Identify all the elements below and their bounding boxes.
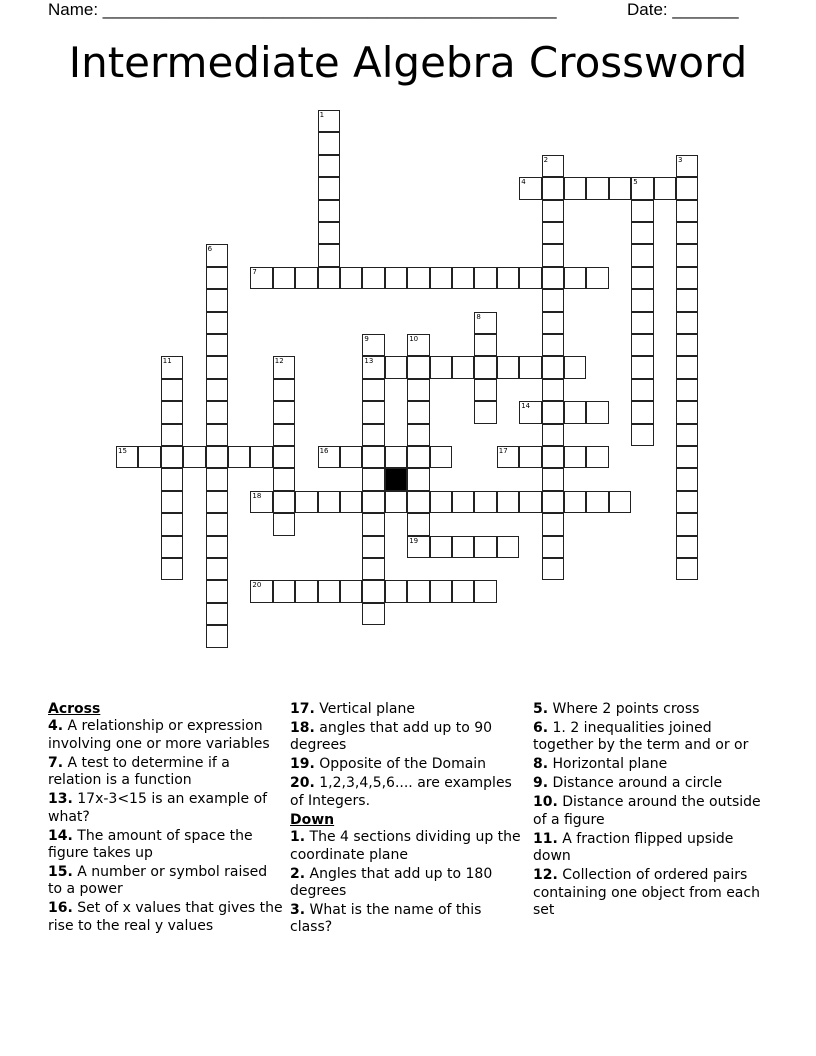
grid-cell[interactable]: [474, 356, 496, 378]
grid-cell[interactable]: [206, 468, 228, 490]
grid-cell[interactable]: [407, 379, 429, 401]
grid-cell[interactable]: [542, 200, 564, 222]
grid-cell[interactable]: [206, 334, 228, 356]
clue-number: 18: [252, 491, 262, 500]
grid-cell[interactable]: [206, 446, 228, 468]
grid-cell[interactable]: [407, 468, 429, 490]
grid-cell[interactable]: [654, 177, 676, 199]
clue-item: [533, 775, 768, 792]
grid-cell[interactable]: [407, 491, 429, 513]
clue-item: [48, 718, 283, 753]
grid-cell[interactable]: [206, 356, 228, 378]
grid-cell[interactable]: [362, 379, 384, 401]
clue-number: 6: [207, 245, 213, 254]
grid-cell[interactable]: [586, 401, 608, 423]
grid-cell[interactable]: [206, 289, 228, 311]
grid-cell[interactable]: [542, 401, 564, 423]
grid-cell[interactable]: [676, 244, 698, 266]
grid-cell[interactable]: [519, 177, 541, 199]
clue-number: 20.: [290, 775, 315, 792]
clue-item: [48, 791, 283, 826]
grid-cell[interactable]: [586, 177, 608, 199]
grid-cell[interactable]: [564, 401, 586, 423]
clue-number: 11.: [533, 830, 558, 847]
grid-cell[interactable]: [474, 491, 496, 513]
grid-cell[interactable]: [542, 334, 564, 356]
clue-number: 1: [319, 111, 325, 119]
grid-cell[interactable]: [542, 356, 564, 378]
clue-item: [533, 831, 768, 866]
clue-text: angles that add up to 90 degrees: [290, 720, 493, 754]
clue-number: 7.: [48, 754, 64, 771]
clues-column-2: [290, 701, 522, 938]
clue-item: [290, 902, 522, 937]
clue-item: [533, 701, 768, 718]
grid-cell[interactable]: [161, 401, 183, 423]
grid-cell[interactable]: [273, 424, 295, 446]
grid-cell[interactable]: [430, 267, 452, 289]
grid-cell[interactable]: [318, 580, 340, 602]
grid-cell[interactable]: [340, 580, 362, 602]
grid-cell[interactable]: [631, 379, 653, 401]
grid-cell[interactable]: [542, 222, 564, 244]
grid-cell[interactable]: [385, 580, 407, 602]
grid-cell[interactable]: [362, 580, 384, 602]
clue-text: Where 2 points cross: [552, 701, 700, 717]
grid-cell[interactable]: [586, 491, 608, 513]
grid-cell[interactable]: [542, 558, 564, 580]
grid-cell[interactable]: [273, 580, 295, 602]
grid-cell[interactable]: [564, 491, 586, 513]
grid-cell[interactable]: [161, 379, 183, 401]
clue-number: 3.: [290, 902, 306, 919]
grid-cell[interactable]: [631, 244, 653, 266]
clue-number: 15.: [48, 864, 73, 881]
grid-cell[interactable]: [474, 379, 496, 401]
clue-number: 10: [409, 335, 419, 343]
grid-cell[interactable]: [407, 446, 429, 468]
clue-number: 1.: [290, 829, 306, 846]
grid-cell[interactable]: [362, 267, 384, 289]
clue-number: 12.: [533, 867, 558, 884]
clue-item: [48, 755, 283, 790]
grid-cell[interactable]: [318, 110, 340, 132]
grid-cell[interactable]: [542, 244, 564, 266]
clue-text: Opposite of the Domain: [319, 756, 487, 773]
clue-number: 5.: [533, 701, 549, 717]
grid-cell[interactable]: [452, 536, 474, 558]
clue-text: A number or symbol raised to a power: [48, 864, 268, 898]
clue-number: 7: [252, 267, 257, 276]
grid-cell[interactable]: [318, 244, 340, 266]
grid-cell[interactable]: [631, 312, 653, 334]
grid-cell[interactable]: [318, 200, 340, 222]
grid-cell[interactable]: [676, 356, 698, 378]
clue-number: 4.: [48, 718, 64, 735]
grid-cell[interactable]: [250, 446, 272, 468]
clue-item: [290, 866, 522, 901]
grid-cell[interactable]: [676, 312, 698, 334]
clue-number: 2: [543, 155, 549, 164]
grid-cell[interactable]: [407, 424, 429, 446]
grid-cell[interactable]: [542, 177, 564, 199]
clue-number: 19: [409, 536, 419, 545]
grid-cell[interactable]: [362, 401, 384, 423]
grid-cell[interactable]: [676, 513, 698, 535]
clue-number: 13.: [48, 791, 73, 808]
grid-cell[interactable]: [407, 536, 429, 558]
grid-cell[interactable]: [519, 401, 541, 423]
clue-text: What is the name of this class?: [290, 902, 482, 936]
grid-cell[interactable]: [407, 356, 429, 378]
grid-cell[interactable]: [161, 468, 183, 490]
clue-text: Collection of ordered pairs containing one object from each set: [533, 867, 760, 919]
grid-cell[interactable]: [273, 491, 295, 513]
grid-cell[interactable]: [206, 312, 228, 334]
grid-cell[interactable]: [430, 580, 452, 602]
grid-cell[interactable]: [497, 356, 519, 378]
grid-cell[interactable]: [676, 446, 698, 468]
grid-cell[interactable]: [631, 177, 653, 199]
grid-cell[interactable]: [430, 491, 452, 513]
grid-cell[interactable]: [631, 200, 653, 222]
grid-cell[interactable]: [385, 491, 407, 513]
clue-number: 4: [521, 178, 526, 187]
clue-number: 14.: [48, 827, 73, 844]
grid-cell[interactable]: [161, 513, 183, 535]
grid-cell[interactable]: [497, 446, 519, 468]
clue-item: [48, 900, 283, 935]
grid-cell[interactable]: [161, 356, 183, 378]
grid-cell[interactable]: [676, 401, 698, 423]
grid-cell[interactable]: [362, 491, 384, 513]
grid-cell[interactable]: [273, 356, 295, 378]
clue-item: [290, 756, 522, 773]
page-title: Intermediate Algebra Crossword: [68, 38, 748, 87]
grid-cell[interactable]: [542, 491, 564, 513]
grid-cell[interactable]: [676, 424, 698, 446]
clue-number: 8.: [533, 756, 549, 773]
grid-cell[interactable]: [161, 558, 183, 580]
grid-cell[interactable]: [542, 446, 564, 468]
grid-cell[interactable]: [407, 334, 429, 356]
down-heading: Down: [290, 811, 335, 828]
clue-item: [290, 701, 522, 718]
clue-number: 15: [118, 447, 127, 455]
grid-cell[interactable]: [631, 267, 653, 289]
clue-text: Horizontal plane: [552, 756, 668, 773]
grid-cell[interactable]: [542, 536, 564, 558]
grid-cell[interactable]: [362, 446, 384, 468]
grid-cell[interactable]: [676, 267, 698, 289]
grid-cell[interactable]: [631, 401, 653, 423]
grid-cell[interactable]: [452, 491, 474, 513]
grid-cell[interactable]: [318, 222, 340, 244]
grid-cell[interactable]: [586, 446, 608, 468]
grid-cell[interactable]: [676, 155, 698, 177]
clue-number: 16: [319, 447, 329, 455]
clue-number: 18.: [290, 720, 315, 736]
clue-number: 3: [678, 155, 683, 164]
grid-cell[interactable]: [542, 267, 564, 289]
clue-text: Set of x values that gives the rise to the real y values: [48, 900, 283, 934]
grid-cell[interactable]: [631, 289, 653, 311]
grid-cell[interactable]: [273, 446, 295, 468]
clue-item: [533, 867, 768, 919]
clue-number: 12: [274, 357, 284, 366]
grid-cell[interactable]: [407, 580, 429, 602]
grid-cell[interactable]: [430, 356, 452, 378]
grid-cell[interactable]: [362, 424, 384, 446]
clue-number: 9: [364, 335, 369, 343]
clue-number: 19.: [290, 756, 315, 773]
grid-cell[interactable]: [318, 491, 340, 513]
grid-cell[interactable]: [385, 356, 407, 378]
grid-cell[interactable]: [161, 491, 183, 513]
grid-cell[interactable]: [295, 491, 317, 513]
grid-cell[interactable]: [542, 289, 564, 311]
grid-cell[interactable]: [206, 625, 228, 647]
grid-cell[interactable]: [385, 267, 407, 289]
grid-cell[interactable]: [250, 491, 272, 513]
grid-cell[interactable]: [318, 177, 340, 199]
clue-text: 1. 2 inequalities joined together by the term and or or: [533, 720, 749, 754]
clue-text: Distance around the outside of a figure: [533, 794, 761, 828]
clue-text: The amount of space the figure takes up: [48, 827, 253, 862]
clue-number: 11: [162, 357, 172, 366]
grid-cell[interactable]: [340, 267, 362, 289]
grid-cell[interactable]: [273, 513, 295, 535]
grid-cell[interactable]: [318, 446, 340, 468]
name-field[interactable]: Name: ________________________________________________: [48, 0, 557, 19]
grid-cell[interactable]: [542, 379, 564, 401]
grid-cell[interactable]: [362, 334, 384, 356]
clue-item: [533, 756, 768, 773]
grid-cell[interactable]: [676, 468, 698, 490]
grid-cell[interactable]: [542, 312, 564, 334]
grid-cell[interactable]: [206, 536, 228, 558]
clue-text: A relationship or expression involving one or more variables: [48, 718, 270, 752]
clue-number: 10.: [533, 794, 558, 811]
grid-cell[interactable]: [183, 446, 205, 468]
grid-cell[interactable]: [542, 513, 564, 535]
grid-cell[interactable]: [362, 536, 384, 558]
grid-cell[interactable]: [385, 446, 407, 468]
clue-number: 6.: [533, 720, 549, 736]
clue-number: 9.: [533, 775, 549, 792]
grid-cell[interactable]: [452, 267, 474, 289]
clue-number: 14: [521, 402, 531, 411]
grid-cell[interactable]: [631, 424, 653, 446]
grid-cell[interactable]: [407, 513, 429, 535]
clue-number: 17.: [290, 701, 315, 717]
grid-cell[interactable]: [206, 267, 228, 289]
grid-cell[interactable]: [474, 334, 496, 356]
grid-cell[interactable]: [250, 580, 272, 602]
grid-cell[interactable]: [474, 401, 496, 423]
grid-cell[interactable]: [362, 558, 384, 580]
grid-cell[interactable]: [676, 200, 698, 222]
grid-cell[interactable]: [206, 491, 228, 513]
grid-cell[interactable]: [676, 558, 698, 580]
grid-cell[interactable]: [362, 513, 384, 535]
grid-cell[interactable]: [519, 491, 541, 513]
grid-cell[interactable]: [138, 446, 160, 468]
grid-cell[interactable]: [609, 491, 631, 513]
grid-cell[interactable]: [273, 267, 295, 289]
grid-cell[interactable]: [340, 446, 362, 468]
clue-text: Angles that add up to 180 degrees: [290, 865, 493, 900]
grid-cell[interactable]: [676, 222, 698, 244]
grid-cell[interactable]: [273, 401, 295, 423]
grid-cell[interactable]: [295, 580, 317, 602]
clue-item: [48, 864, 283, 899]
grid-cell[interactable]: [497, 267, 519, 289]
grid-cell[interactable]: [318, 267, 340, 289]
clues-column-3: [533, 701, 768, 921]
grid-cell[interactable]: [318, 155, 340, 177]
grid-cell[interactable]: [497, 536, 519, 558]
grid-cell[interactable]: [542, 468, 564, 490]
grid-cell[interactable]: [586, 267, 608, 289]
grid-cell[interactable]: [519, 446, 541, 468]
clue-item: [533, 794, 768, 829]
grid-cell[interactable]: [407, 267, 429, 289]
clue-item: [290, 829, 522, 864]
clue-item: [48, 828, 283, 863]
grid-cell[interactable]: [609, 177, 631, 199]
grid-cell[interactable]: [542, 155, 564, 177]
grid-cell[interactable]: [250, 267, 272, 289]
grid-cell[interactable]: [452, 356, 474, 378]
clue-text: 17x-3<15 is an example of what?: [48, 791, 268, 825]
clue-number: 17: [498, 447, 508, 455]
clue-text: Distance around a circle: [552, 775, 723, 792]
grid-cell[interactable]: [206, 401, 228, 423]
grid-cell[interactable]: [676, 379, 698, 401]
grid-cell[interactable]: [474, 536, 496, 558]
clue-text: Vertical plane: [319, 701, 415, 717]
grid-cell[interactable]: [206, 513, 228, 535]
clue-item: [290, 720, 522, 755]
grid-cell[interactable]: [362, 603, 384, 625]
grid-cell[interactable]: [295, 267, 317, 289]
grid-cell[interactable]: [340, 491, 362, 513]
grid-cell[interactable]: [273, 379, 295, 401]
grid-cell[interactable]: [631, 222, 653, 244]
grid-cell[interactable]: [206, 424, 228, 446]
grid-cell[interactable]: [430, 446, 452, 468]
date-field[interactable]: Date: _______: [627, 0, 739, 19]
clue-item: [290, 775, 522, 810]
grid-cell[interactable]: [206, 244, 228, 266]
clues-column-1: [48, 701, 283, 937]
clue-text: A test to determine if a relation is a function: [48, 754, 230, 789]
clue-number: 8: [476, 312, 481, 321]
clue-number: 5: [633, 178, 638, 187]
clue-number: 2.: [290, 865, 306, 882]
grid-cell[interactable]: [318, 132, 340, 154]
grid-cell[interactable]: [564, 446, 586, 468]
grid-cell[interactable]: [161, 536, 183, 558]
grid-cell[interactable]: [519, 356, 541, 378]
clue-text: A fraction flipped upside down: [533, 830, 734, 865]
grid-cell[interactable]: [206, 379, 228, 401]
grid-cell[interactable]: [676, 289, 698, 311]
grid-cell[interactable]: [430, 536, 452, 558]
clue-number: 13: [364, 357, 374, 366]
grid-cell[interactable]: [564, 177, 586, 199]
grid-cell[interactable]: [519, 267, 541, 289]
black-cell: [385, 468, 407, 490]
grid-cell[interactable]: [631, 334, 653, 356]
clue-number: 20: [252, 581, 262, 590]
grid-cell[interactable]: [206, 558, 228, 580]
grid-cell[interactable]: [564, 267, 586, 289]
clue-text: 1,2,3,4,5,6.... are examples of Integers.: [290, 775, 512, 809]
grid-cell[interactable]: [474, 267, 496, 289]
grid-cell[interactable]: [676, 536, 698, 558]
grid-cell[interactable]: [564, 356, 586, 378]
grid-cell[interactable]: [206, 580, 228, 602]
grid-cell[interactable]: [362, 468, 384, 490]
grid-cell[interactable]: [542, 424, 564, 446]
grid-cell[interactable]: [631, 356, 653, 378]
grid-cell[interactable]: [452, 580, 474, 602]
grid-cell[interactable]: [676, 334, 698, 356]
clue-number: 16.: [48, 900, 73, 917]
grid-cell[interactable]: [676, 177, 698, 199]
grid-cell[interactable]: [273, 468, 295, 490]
grid-cell[interactable]: [497, 491, 519, 513]
grid-cell[interactable]: [362, 356, 384, 378]
grid-cell[interactable]: [407, 401, 429, 423]
clue-text: The 4 sections dividing up the coordinate plane: [290, 829, 521, 863]
grid-cell[interactable]: [474, 580, 496, 602]
across-heading: Across: [48, 701, 101, 717]
grid-cell[interactable]: [676, 491, 698, 513]
grid-cell[interactable]: [116, 446, 138, 468]
grid-cell[interactable]: [206, 603, 228, 625]
clue-item: [533, 720, 768, 755]
grid-cell[interactable]: [228, 446, 250, 468]
grid-cell[interactable]: [474, 312, 496, 334]
grid-cell[interactable]: [161, 446, 183, 468]
grid-cell[interactable]: [161, 424, 183, 446]
